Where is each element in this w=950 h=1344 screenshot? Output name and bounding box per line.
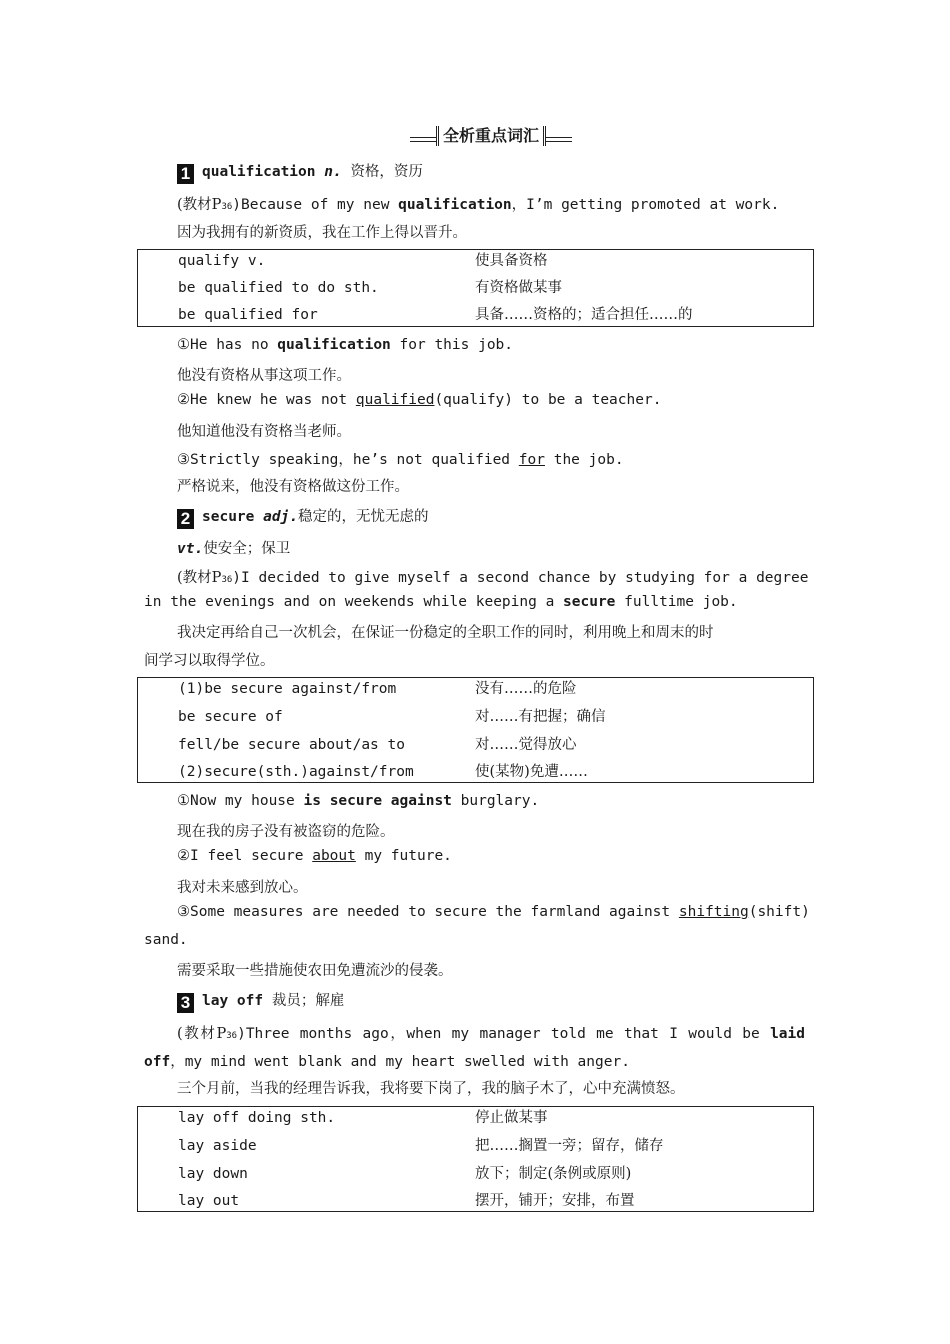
exercise-translation: 他没有资格从事这项工作。 [177,368,351,384]
exercise-2-1 [177,793,539,809]
phrase-cn: 具备……资格的；适合担任……的 [475,307,693,323]
entry-2-heading [177,505,429,529]
textbook-ref: (教材 [177,570,212,586]
textbook-ref: (教材 [177,1026,217,1042]
textbook-ref-close: ) [232,197,242,213]
entry-1-example [177,193,779,214]
entry-number-badge: 1 [177,164,194,184]
exercise-translation: 需要采取一些措施使农田免遭流沙的侵袭。 [177,963,453,979]
example-text: in the evenings and on weekends while keeping a [144,594,564,610]
exercise-answer: shifting [678,904,749,920]
entry-pos: vt. [177,541,204,557]
exercise-translation: 严格说来，他没有资格做这份工作。 [177,479,409,495]
exercise-1-3 [177,448,624,469]
example-text: )Three months ago，when my manager told me that I would be [237,1026,771,1042]
textbook-page: P [216,1026,227,1042]
entry-2-example-translation-line-2: 间学习以取得学位。 [144,653,275,669]
entry-meaning: 裁员；解雇 [271,993,345,1009]
entry-3-example-line-2 [144,1050,630,1071]
exercise-text: ③Strictly speaking，he’s not qualified [177,452,519,468]
entry-2-example-translation-line-1: 我决定再给自己一次机会，在保证一份稳定的全职工作的同时，利用晚上和周末的时 [177,625,714,641]
exercise-text: (shift) [748,904,810,920]
phrase-en: be qualified to do sth. [178,280,379,296]
phrase-en: (2)secure(sth.)against/from [178,764,414,780]
entry-1-heading [177,160,423,184]
exercise-translation: 他知道他没有资格当老师。 [177,424,351,440]
exercise-text: ②I feel secure [177,848,313,864]
section-title: 全析重点词汇 [436,126,546,146]
entry-2-phrase-table [137,677,814,783]
exercise-1-2 [177,392,661,408]
example-text: Because of my new [241,197,399,213]
exercise-translation: 现在我的房子没有被盗窃的危险。 [177,824,395,840]
entry-word: lay off [202,993,264,1009]
exercise-text: ①He has no [177,337,278,353]
entry-2-second-meaning [177,537,290,558]
example-keyword: qualification [398,197,512,213]
phrase-cn: 使具备资格 [475,253,548,269]
phrase-en: lay out [178,1193,240,1209]
exercise-text: ③Some measures are needed to secure the farmland against [177,904,679,920]
entry-2-example-line-2 [144,594,738,610]
example-text: ，my mind went blank and my heart swelled with anger. [170,1054,630,1070]
entry-meaning: 使安全；保卫 [203,541,291,557]
entry-pos: adj. [263,509,299,525]
exercise-answer: qualified [355,392,435,408]
entry-word: secure [202,509,255,525]
entry-3-example-line-1 [177,1022,805,1043]
exercise-answer: for [518,452,545,468]
phrase-cn: 对……有把握；确信 [475,709,606,725]
entry-2-example-line-1 [177,566,809,587]
entry-number-badge: 3 [177,993,194,1013]
phrase-en: be qualified for [178,307,318,323]
example-text: ，I’m getting promoted at work. [511,197,780,213]
textbook-page-number: 36 [221,202,233,212]
exercise-answer: qualification [277,337,391,353]
entry-meaning: 稳定的，无忧无虑的 [298,509,429,525]
exercise-text: burglary. [451,793,540,809]
textbook-page-number: 36 [221,575,233,585]
phrase-en: qualify v. [178,253,266,269]
phrase-en: fell/be secure about/as to [178,737,405,753]
entry-1-phrase-table [137,249,814,327]
textbook-page: P [211,570,222,586]
example-text: fulltime job. [615,594,738,610]
exercise-2-3-continued: sand. [144,932,188,948]
phrase-cn: 摆开，铺开；安排，布置 [475,1193,635,1209]
phrase-cn: 没有……的危险 [475,681,577,697]
exercise-1-1 [177,337,513,353]
exercise-text: ②He knew he was not [177,392,356,408]
phrase-en: lay aside [178,1138,257,1154]
exercise-text: the job. [544,452,624,468]
exercise-text: (qualify) to be a teacher. [434,392,662,408]
entry-3-phrase-table [137,1106,814,1212]
entry-number-badge: 2 [177,509,194,529]
textbook-page-number: 36 [226,1031,238,1041]
phrase-cn: 把……搁置一旁；留存，储存 [475,1138,664,1154]
exercise-answer: about [312,848,356,864]
entry-meaning: 资格，资历 [350,164,423,180]
example-text: )I decided to give myself a second chance by studying for a degree [232,570,809,586]
phrase-en: lay down [178,1166,248,1182]
exercise-text: my future. [355,848,452,864]
example-keyword: off [144,1054,171,1070]
phrase-en: (1)be secure against/from [178,681,397,697]
exercise-2-3 [177,904,810,920]
section-title-banner [410,126,572,148]
exercise-text: for this job. [390,337,514,353]
phrase-cn: 停止做某事 [475,1110,548,1126]
exercise-2-2 [177,848,452,864]
phrase-cn: 有资格做某事 [475,280,562,296]
phrase-en: lay off doing sth. [178,1110,336,1126]
entry-1-example-translation: 因为我拥有的新资质，我在工作上得以晋升。 [177,225,467,241]
textbook-ref: (教材 [177,197,212,213]
entry-3-example-translation: 三个月前，当我的经理告诉我，我将要下岗了，我的脑子木了，心中充满愤怒。 [177,1081,685,1097]
textbook-page: P [211,197,222,213]
exercise-translation: 我对未来感到放心。 [177,880,308,896]
phrase-en: be secure of [178,709,283,725]
entry-pos: n. [324,164,342,180]
entry-3-heading [177,989,344,1013]
exercise-text: ①Now my house [177,793,304,809]
phrase-cn: 对……觉得放心 [475,737,577,753]
entry-word: qualification [202,164,316,180]
example-keyword: laid [770,1026,805,1042]
example-keyword: secure [563,594,616,610]
phrase-cn: 使(某物)免遭…… [475,764,588,780]
exercise-answer: is secure against [303,793,452,809]
phrase-cn: 放下；制定(条例或原则) [475,1166,632,1182]
